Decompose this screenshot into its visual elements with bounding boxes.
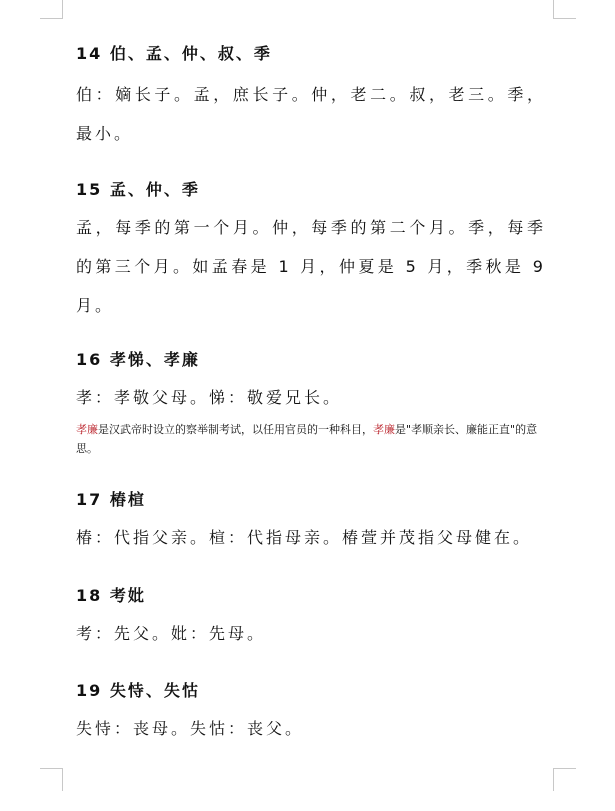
section-19 [76,677,546,748]
section-body: 考：先父。妣：先母。 [76,624,267,643]
section-heading: 18 考妣 [76,586,146,605]
section-heading: 15 孟、仲、季 [76,180,200,199]
crop-mark-bottom-left [40,768,63,791]
note-paragraph [76,420,546,458]
section-heading: 19 失恃、失怙 [76,681,200,700]
section-16 [76,346,546,458]
section-body: 伯：嫡长子。孟，庶长子。仲，老二。叔，老三。季，最小。 [76,85,546,143]
highlighted-term: 孝廉 [76,423,98,436]
section-14 [76,40,546,153]
section-body: 孝：孝敬父母。悌：敬爱兄长。 [76,388,343,407]
crop-mark-top-left [40,0,63,19]
highlighted-term: 孝廉 [373,423,395,436]
note-text: 是汉武帝时设立的察举制考试，以任用官员的一种科目， [98,423,373,436]
section-heading: 14 伯、孟、仲、叔、季 [76,44,272,63]
section-heading: 16 孝悌、孝廉 [76,350,200,369]
section-body: 失恃：丧母。失怙：丧父。 [76,719,305,738]
crop-mark-top-right [553,0,576,19]
crop-mark-bottom-right [553,768,576,791]
section-body: 孟，每季的第一个月。仲，每季的第二个月。季，每季的第三个月。如孟春是 1 月，仲夏是 5 月，季秋是 9 月。 [76,218,546,315]
section-15 [76,176,546,325]
section-body: 椿：代指父亲。楦：代指母亲。椿萱并茂指父母健在。 [76,528,533,547]
section-heading: 17 椿楦 [76,490,146,509]
section-17 [76,486,546,557]
note-text: 是"孝顺亲长、廉能正直"的意思。 [76,423,538,455]
section-18 [76,582,546,653]
